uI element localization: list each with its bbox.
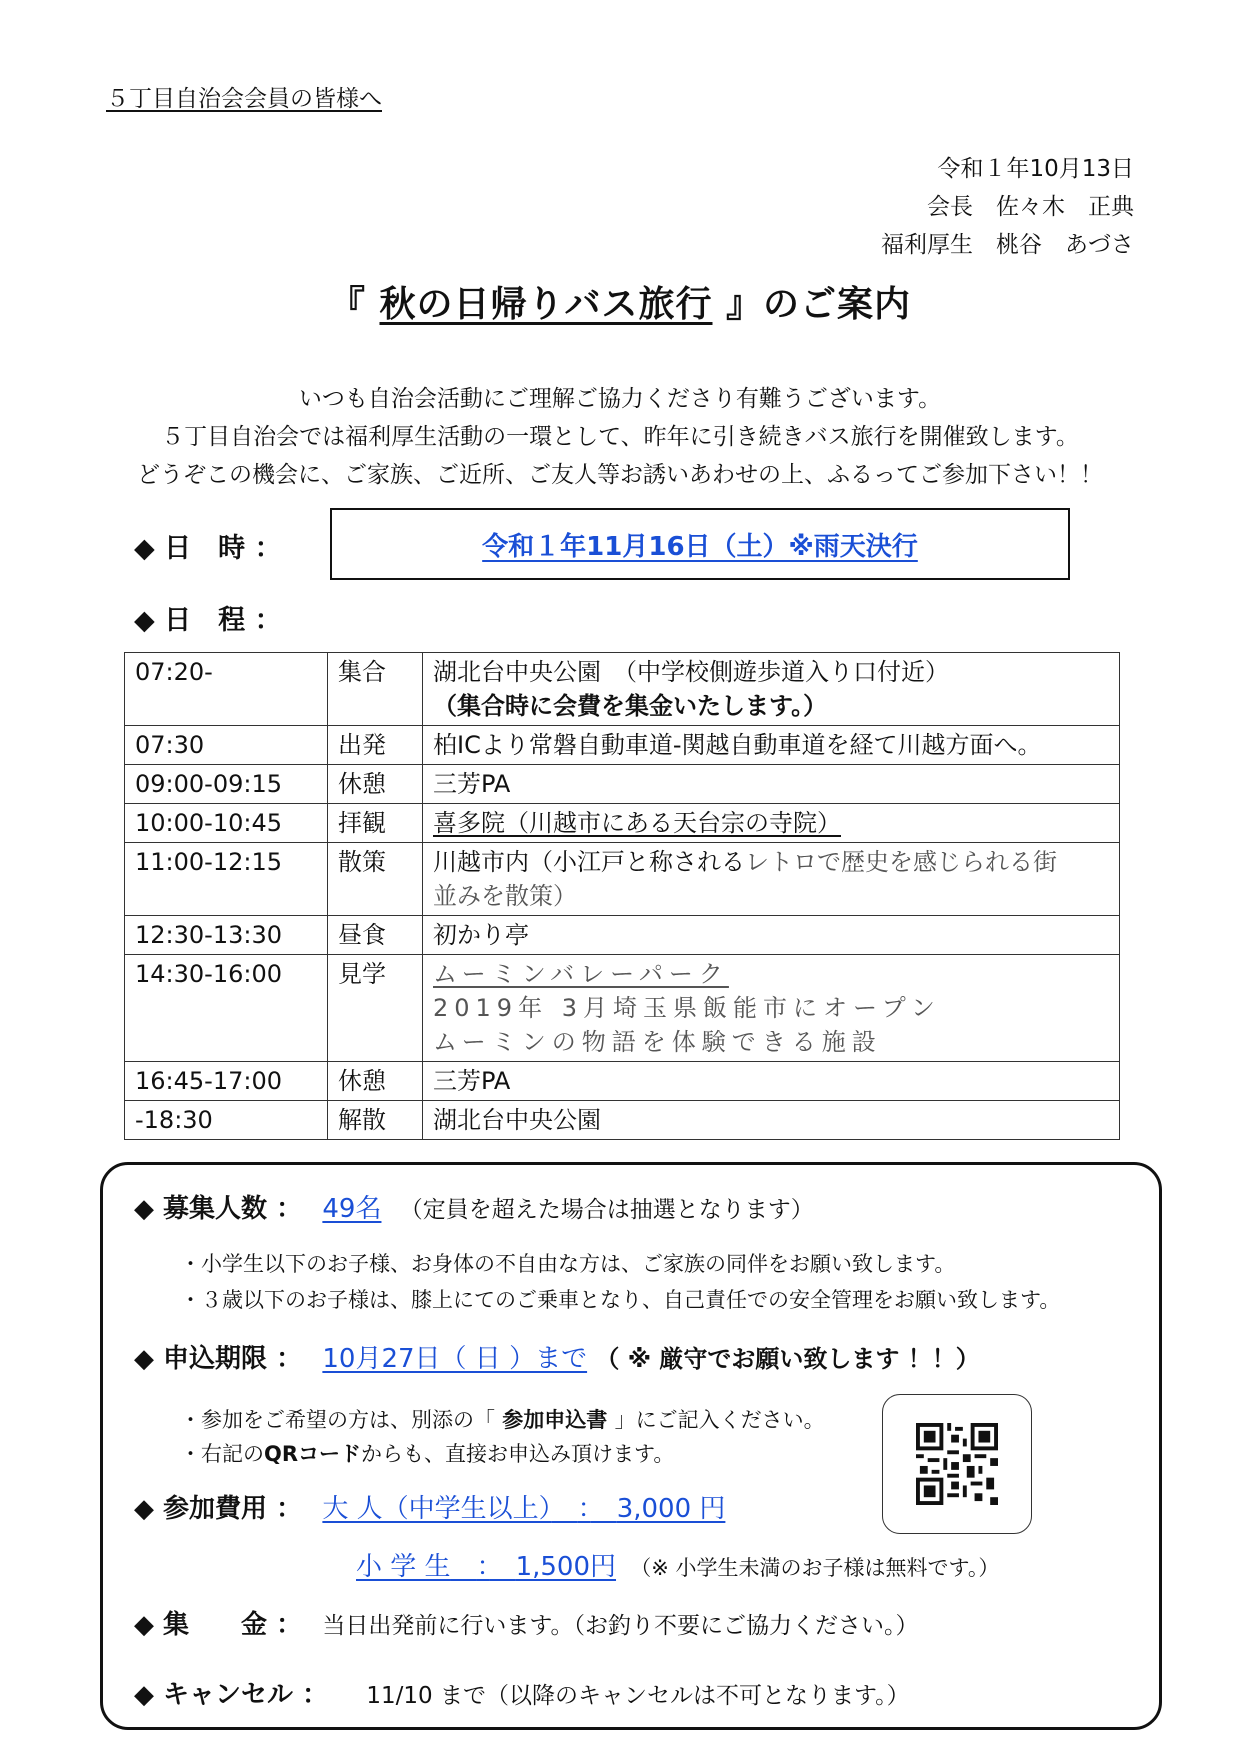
row-activity: 拝観 <box>328 804 423 843</box>
deadline-bullet-text: ・右記の <box>180 1442 264 1466</box>
detail-line: 湖北台中央公園 （中学校側遊歩道入り口付近） <box>433 658 949 686</box>
table-row <box>125 653 1120 726</box>
row-activity: 集合 <box>328 653 423 726</box>
row-time: -18:30 <box>125 1101 328 1140</box>
intro-line-3: どうぞこの機会に、ご家族、ご近所、ご友人等お誘いあわせの上、ふるってご参加下さい！！ <box>137 462 1103 488</box>
row-time: 09:00-09:15 <box>125 765 328 804</box>
row-detail: 三芳PA <box>423 765 1120 804</box>
row-time: 12:30-13:30 <box>125 916 328 955</box>
row-detail <box>423 843 1120 916</box>
row-detail: 初かり亭 <box>423 916 1120 955</box>
recruit-row <box>134 1188 814 1225</box>
issue-date: 令和１年10月13日 <box>937 156 1134 182</box>
application-form-name: 参加申込書 <box>495 1408 615 1432</box>
detail-line-grey: 並みを散策） <box>433 882 577 910</box>
recruit-note: （定員を超えた場合は抽選となります） <box>399 1197 814 1223</box>
collect-value: 当日出発前に行います。（お釣り不要にご協力ください。） <box>322 1613 919 1639</box>
table-row <box>125 955 1120 1062</box>
deadline-bullet-text: ・参加をご希望の方は、別添の「 <box>180 1408 495 1432</box>
cancel-value: 11/10 まで（以降のキャンセルは不可となります。） <box>366 1683 910 1709</box>
intro-text <box>0 380 1240 494</box>
row-activity: 休憩 <box>328 1062 423 1101</box>
fee-row <box>134 1488 725 1525</box>
recruit-bullet-2: ・３歳以下のお子様は、膝上にてのご乗車となり、自己責任での安全管理をお願い致します。 <box>180 1288 1061 1312</box>
collect-label: ◆ 集 金 ： <box>134 1610 303 1640</box>
fee-child <box>356 1552 616 1582</box>
row-detail: 三芳PA <box>423 1062 1120 1101</box>
row-detail <box>423 653 1120 726</box>
fee-adult-sep: ： <box>577 1494 591 1524</box>
recruit-value: 49名 <box>322 1194 382 1224</box>
deadline-label: ◆ 申込期限 ： <box>134 1344 303 1374</box>
qr-code-frame <box>882 1394 1032 1534</box>
cancel-label: ◆ キャンセル ： <box>134 1680 329 1710</box>
fee-child-note: （※ 小学生未満のお子様は無料です。） <box>630 1556 1000 1580</box>
table-row <box>125 804 1120 843</box>
deadline-bullet-1 <box>180 1404 825 1434</box>
moomin-link: ムーミンバレーパーク <box>433 960 729 988</box>
detail-line: 川越市内（小江戸と称される <box>433 848 745 876</box>
chair-name: 会長 佐々木 正典 <box>927 194 1134 220</box>
row-detail: 柏ICより常磐自動車道-関越自動車道を経て川越方面へ。 <box>423 726 1120 765</box>
row-detail: 湖北台中央公園 <box>423 1101 1120 1140</box>
deadline-bullet-2 <box>180 1438 674 1468</box>
collect-row <box>134 1604 919 1641</box>
row-activity: 休憩 <box>328 765 423 804</box>
title-open-bracket: 『 <box>328 284 380 325</box>
deadline-note: （ ※ 厳守でお願い致します ！！） <box>595 1345 980 1373</box>
row-time: 07:30 <box>125 726 328 765</box>
qr-code-icon[interactable] <box>916 1423 998 1505</box>
fee-adult <box>322 1494 725 1524</box>
fee-child-value: 1,500円 <box>515 1552 617 1582</box>
cancel-row <box>134 1674 910 1711</box>
table-row <box>125 765 1120 804</box>
table-row <box>125 726 1120 765</box>
fee-child-sep: ： <box>476 1552 490 1582</box>
intro-line-1: いつも自治会活動にご理解ご協力くださり有難うございます。 <box>298 386 942 412</box>
row-time: 07:20- <box>125 653 328 726</box>
schedule-label: ◆ 日 程 ： <box>134 605 282 636</box>
fee-label: ◆ 参加費用 ： <box>134 1494 303 1524</box>
deadline-value: 10月27日（ 日 ）まで <box>322 1344 588 1374</box>
fee-adult-label: 大 人（中学生以上） <box>322 1494 552 1524</box>
addressee: ５丁目自治会会員の皆様へ <box>106 86 382 112</box>
row-time: 11:00-12:15 <box>125 843 328 916</box>
header-block <box>881 150 1134 264</box>
fee-adult-value: 3,000 円 <box>616 1494 726 1524</box>
row-activity: 解散 <box>328 1101 423 1140</box>
row-time: 10:00-10:45 <box>125 804 328 843</box>
qr-code-text: QRコード <box>264 1442 362 1466</box>
intro-line-2: ５丁目自治会では福利厚生活動の一環として、昨年に引き続きバス旅行を開催致します。 <box>161 424 1079 450</box>
row-detail <box>423 804 1120 843</box>
recruit-bullet-1: ・小学生以下のお子様、お身体の不自由な方は、ご家族の同伴をお願い致します。 <box>180 1252 956 1276</box>
row-activity: 出発 <box>328 726 423 765</box>
title-close: 』のご案内 <box>712 284 912 325</box>
kitain-link: 喜多院（川越市にある天台宗の寺院） <box>433 809 841 837</box>
deadline-row <box>134 1338 980 1375</box>
datetime-box <box>330 508 1070 580</box>
title-main: 秋の日帰りバス旅行 <box>379 284 713 325</box>
deadline-bullet-text: 」にご記入ください。 <box>614 1408 825 1432</box>
recruit-label: ◆ 募集人数 ： <box>134 1194 303 1224</box>
table-row <box>125 1062 1120 1101</box>
row-detail <box>423 955 1120 1062</box>
schedule-table <box>124 652 1120 1140</box>
row-activity: 見学 <box>328 955 423 1062</box>
detail-line: 2019年 3月埼玉県飯能市にオープン <box>433 994 941 1022</box>
page-title <box>0 276 1240 327</box>
detail-line-grey: レトロで歴史を感じられる街 <box>745 848 1057 876</box>
fee-child-label: 小 学 生 <box>356 1552 451 1582</box>
table-row <box>125 916 1120 955</box>
datetime-value: 令和１年11月16日（土）※雨天決行 <box>482 531 918 562</box>
welfare-name: 福利厚生 桃谷 あづさ <box>881 232 1134 258</box>
table-row <box>125 843 1120 916</box>
fee-child-row <box>356 1546 999 1583</box>
detail-line: ムーミンの物語を体験できる施設 <box>433 1028 882 1056</box>
datetime-label: ◆ 日 時 ： <box>134 533 282 564</box>
row-time: 14:30-16:00 <box>125 955 328 1062</box>
row-activity: 昼食 <box>328 916 423 955</box>
detail-line-bold: （集合時に会費を集金いたします。） <box>433 692 828 720</box>
row-time: 16:45-17:00 <box>125 1062 328 1101</box>
deadline-bullet-text: からも、直接お申込み頂けます。 <box>361 1442 675 1466</box>
row-activity: 散策 <box>328 843 423 916</box>
table-row <box>125 1101 1120 1140</box>
